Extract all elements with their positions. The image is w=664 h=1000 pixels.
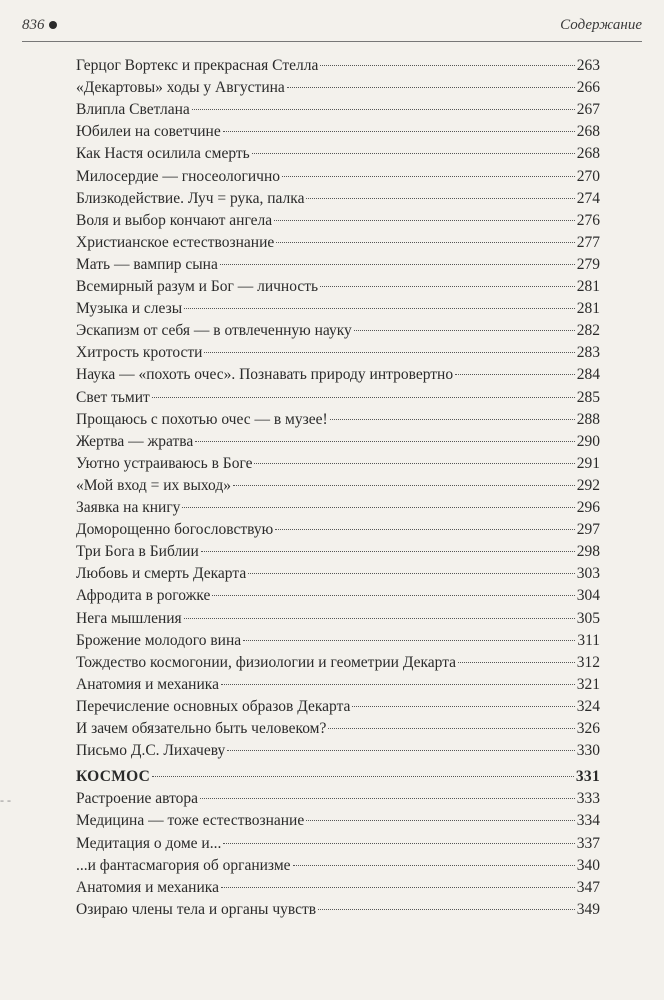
toc-entry-page: 279	[576, 255, 600, 273]
toc-entry-page: 283	[576, 344, 600, 362]
toc-dot-leader	[223, 131, 575, 132]
toc-entry-row	[76, 833, 600, 855]
toc-entry-row	[76, 409, 600, 431]
toc-dot-leader	[320, 65, 574, 66]
toc-entry-title: И зачем обязательно быть человеком?	[76, 720, 327, 737]
toc-entry-page: 305	[576, 609, 600, 627]
toc-entry-page: 321	[576, 675, 600, 693]
toc-dot-leader	[201, 551, 575, 552]
toc-dot-leader	[318, 909, 575, 910]
toc-entry-page: 312	[576, 653, 600, 671]
toc-entry-title: Заявка на книгу	[76, 499, 181, 516]
toc-entry-page: 349	[576, 900, 600, 918]
toc-entry-title: Мать — вампир сына	[76, 255, 218, 273]
toc-entry-row	[76, 431, 600, 453]
toc-entry-page: 334	[576, 812, 600, 830]
toc-dot-leader	[320, 286, 575, 287]
toc-dot-leader	[254, 463, 574, 464]
toc-entry-page: 326	[576, 720, 600, 737]
toc-entry-page: 292	[576, 476, 600, 494]
toc-entry-title: Прощаюсь с похотью очес — в музее!	[76, 410, 328, 428]
toc-dot-leader	[152, 776, 574, 777]
toc-entry-title: Свет тьмит	[76, 388, 150, 406]
toc-entry-row	[76, 788, 600, 810]
page-number-group	[22, 17, 57, 34]
toc-entry-page: 270	[576, 167, 600, 185]
toc-entry-title: Милосердие — гносеологично	[76, 167, 281, 185]
toc-entry-page: 311	[577, 631, 600, 649]
toc-entry-title: Медицина — тоже естествознание	[76, 812, 305, 830]
toc-entry-title: Наука — «похоть очес». Познавать природу интровертно	[76, 366, 454, 384]
running-title: Содержание	[560, 16, 642, 33]
toc-entry-title: «Мой вход = их выход»	[76, 476, 231, 494]
toc-entry-row	[76, 232, 600, 254]
toc-dot-leader	[306, 198, 574, 199]
toc-entry-page: 330	[576, 742, 600, 760]
toc-entry-title: Нега мышления	[76, 609, 182, 627]
toc-entry-title: КОСМОС	[76, 768, 151, 786]
toc-entry-row	[76, 877, 600, 899]
toc-entry-row	[76, 254, 600, 276]
toc-entry-page: 285	[576, 388, 600, 406]
toc-dot-leader	[192, 109, 575, 110]
toc-dot-leader	[282, 176, 575, 177]
toc-entry-page: 288	[576, 410, 600, 428]
toc-entry-row	[76, 210, 600, 232]
toc-entry-row	[76, 855, 600, 877]
toc-entry-page: 347	[576, 878, 600, 896]
toc-entry-title: Влипла Светлана	[76, 101, 190, 119]
toc-entry-row	[76, 899, 600, 921]
toc-entry-row	[76, 585, 600, 607]
toc-dot-leader	[243, 640, 575, 641]
toc-entry-title: Уютно устраиваюсь в Боге	[76, 454, 253, 472]
toc-entry-page: 303	[576, 565, 600, 583]
bullet-icon	[49, 21, 57, 29]
toc-entry-page: 277	[576, 233, 600, 251]
toc-entry-page: 281	[576, 300, 600, 318]
toc-dot-leader	[221, 684, 575, 685]
toc-dot-leader	[275, 529, 575, 530]
toc-entry-page: 268	[576, 145, 600, 163]
toc-entry-row	[76, 55, 600, 77]
toc-entry-row	[76, 166, 600, 188]
toc-dot-leader	[204, 352, 574, 353]
toc-entry-row	[76, 674, 600, 696]
toc-entry-page: 340	[576, 856, 600, 874]
toc-dot-leader	[276, 242, 575, 243]
toc-entry-title: Письмо Д.С. Лихачеву	[76, 742, 226, 760]
toc-entry-row	[76, 364, 600, 386]
toc-entry-row	[76, 475, 600, 497]
toc-dot-leader	[233, 485, 575, 486]
toc-entry-title: Эскапизм от себя — в отвлеченную науку	[76, 322, 352, 340]
toc-entry-row	[76, 453, 600, 475]
toc-entry-title: Анатомия и механика	[76, 878, 219, 896]
toc-dot-leader	[354, 330, 575, 331]
toc-entry-row	[76, 276, 600, 298]
toc-entry-title: Брожение молодого вина	[76, 631, 242, 649]
toc-dot-leader	[182, 507, 574, 508]
toc-entry-title: Три Бога в Библии	[76, 543, 199, 561]
toc-entry-page: 268	[576, 123, 600, 141]
toc-entry-title: Озираю члены тела и органы чувств	[76, 900, 317, 918]
toc-entry-page: 267	[576, 101, 600, 119]
toc-entry-page: 297	[576, 521, 600, 539]
toc-entry-page: 296	[576, 499, 600, 516]
toc-entry-title: Перечисление основных образов Декарта	[76, 697, 351, 715]
toc-entry-page: 274	[576, 189, 600, 207]
toc-entry-row	[76, 387, 600, 409]
toc-dot-leader	[184, 618, 575, 619]
toc-entry-page: 304	[576, 587, 600, 605]
toc-entry-title: Доморощенно богословствую	[76, 521, 274, 539]
toc-dot-leader	[223, 843, 574, 844]
toc-dot-leader	[220, 264, 575, 265]
toc-entry-row	[76, 143, 600, 165]
toc-entry-row	[76, 298, 600, 320]
toc-entry-row	[76, 99, 600, 121]
toc-dot-leader	[184, 308, 575, 309]
toc-entry-row	[76, 696, 600, 718]
toc-entry-page: 266	[576, 79, 600, 97]
toc-entry-title: Хитрость кротости	[76, 344, 203, 362]
toc-entry-page: 337	[576, 834, 600, 852]
toc-entry-title: Как Настя осилила смерть	[76, 145, 250, 163]
toc-entry-title: Тождество космогонии, физиологии и геометрии Декарта	[76, 653, 457, 671]
toc-entry-title: Растроение автора	[76, 790, 199, 808]
toc-entry-row	[76, 740, 600, 762]
toc-entry-row	[76, 630, 600, 652]
toc-entry-title: Юбилеи на советчине	[76, 123, 221, 141]
toc-entry-page: 281	[576, 278, 600, 295]
toc-dot-leader	[212, 595, 574, 596]
toc-dot-leader	[330, 419, 575, 420]
toc-entry-row	[76, 121, 600, 143]
toc-entry-page: 276	[576, 211, 600, 229]
header-rule	[22, 41, 642, 42]
toc-entry-title: Анатомия и механика	[76, 675, 219, 693]
toc-entry-row	[76, 342, 600, 364]
toc-entry-page: 324	[576, 697, 600, 715]
toc-entry-row	[76, 718, 600, 740]
toc-entry-title: Музыка и слезы	[76, 300, 183, 318]
toc-dot-leader	[455, 374, 575, 375]
toc-entry-row	[76, 497, 600, 519]
toc-entry-page: 284	[576, 366, 600, 384]
page-header	[22, 14, 642, 36]
toc-entry-title: Афродита в рогожке	[76, 587, 211, 605]
toc-entry-title: Любовь и смерть Декарта	[76, 565, 247, 583]
toc-dot-leader	[328, 728, 574, 729]
toc-entry-page: 298	[576, 543, 600, 561]
toc-dot-leader	[458, 662, 575, 663]
toc-dot-leader	[252, 153, 575, 154]
toc-dot-leader	[227, 750, 575, 751]
toc-entry-row	[76, 541, 600, 563]
toc-dot-leader	[352, 706, 574, 707]
toc-dot-leader	[287, 87, 575, 88]
toc-entry-title: «Декартовы» ходы у Августина	[76, 79, 285, 97]
toc-dot-leader	[274, 220, 575, 221]
toc-entry-row	[76, 810, 600, 832]
toc-entry-page: 291	[576, 454, 600, 472]
toc-dot-leader	[248, 573, 575, 574]
toc-entry-title: Медитация о доме и...	[76, 834, 222, 852]
toc-entry-title: Близкодействие. Луч = рука, палка	[76, 189, 305, 207]
toc-dot-leader	[306, 820, 575, 821]
toc-dot-leader	[293, 865, 575, 866]
toc-entry-page: 263	[576, 57, 600, 74]
toc-entry-row	[76, 652, 600, 674]
page-number: 836	[22, 16, 45, 33]
toc-entry-title: Христианское естествознание	[76, 233, 275, 251]
toc-section-row	[76, 766, 600, 788]
toc-entry-row	[76, 608, 600, 630]
toc-entry-page: 331	[575, 768, 600, 786]
toc-entry-row	[76, 563, 600, 585]
toc-dot-leader	[221, 887, 575, 888]
toc-dot-leader	[200, 798, 575, 799]
toc-entry-title: ...и фантасмагория об организме	[76, 856, 291, 874]
toc-entry-row	[76, 519, 600, 541]
toc-entry-page: 290	[576, 432, 600, 450]
toc-entry-row	[76, 188, 600, 210]
toc-entry-title: Воля и выбор кончают ангела	[76, 211, 273, 229]
toc-entry-title: Всемирный разум и Бог — личность	[76, 278, 319, 295]
toc-entry-row	[76, 77, 600, 99]
toc-entry-title: Жертва — жратва	[76, 432, 194, 450]
toc-entry-page: 282	[576, 322, 600, 340]
toc-entry-title: Герцог Вортекс и прекрасная Стелла	[76, 57, 319, 74]
toc-dot-leader	[195, 441, 575, 442]
toc-entry-row	[76, 320, 600, 342]
margin-mark: - -	[0, 793, 11, 807]
toc-dot-leader	[152, 397, 575, 398]
toc-entry-page: 333	[576, 790, 600, 808]
